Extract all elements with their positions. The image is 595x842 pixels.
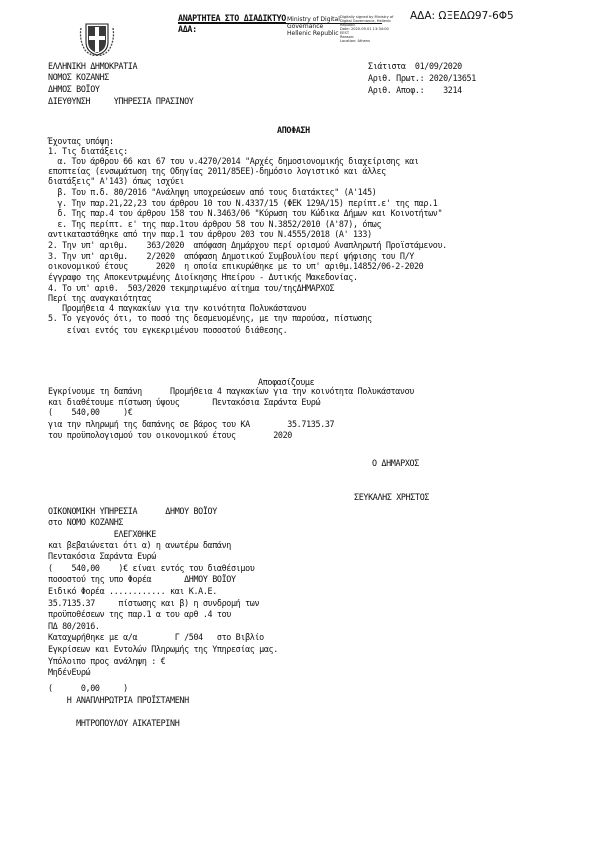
finance-line: ΜηδένΕυρώ [48,667,91,677]
finance-line: 35.7135.37 πίστωσης και β) η συνδρομή των [48,598,260,608]
signature-detail: Location: Athens [340,39,370,43]
finance-checked: ΕΛΕΓΧΘΗΚΕ [48,529,156,539]
decide-line: για την πληρωμή της δαπάνης σε βάρος του ΚΑ 35.7135.37 [48,419,335,429]
signature-line: Hellenic Republic [287,30,339,37]
body-line: διατάξεις" Α'143) όπως ισχύει [48,176,185,186]
anartitea-header: ΑΝΑΡΤΗΤΕΑ ΣΤΟ ΔΙΑΔΙΚΤΥΟ [178,13,286,23]
authority-line: ΔΗΜΟΣ ΒΟΪΟΥ [48,84,100,94]
finance-line: Εγκρίσεων και Εντολών Πληρωμής της Υπηρεσίας μας. [48,644,278,654]
mayor-title: Ο ΔΗΜΑΡΧΟΣ [372,458,419,468]
finance-line: Ειδικό Φορέα ............ και Κ.Α.Ε. [48,586,217,596]
ada-label: ΑΔΑ: [178,24,197,34]
decide-line: ( 540,00 )€ [48,407,133,417]
body-line: ε. Της περίπτ. ε' της παρ.1του άρθρου 58 του Ν.3852/2010 (Α'87), όπως [48,219,382,229]
finance-line: προϋποθέσεων της παρ.1 α του αρθ .4 του [48,609,231,619]
signature-detail: Digitally signed by Ministry of [340,15,394,19]
finance-line: ΟΙΚΟΝΟΜΙΚΗ ΥΠΗΡΕΣΙΑ ΔΗΜΟΥ ΒΟΪΟΥ [48,506,217,516]
body-line: 1. Τις διατάξεις: [48,146,128,156]
decide-title: Αποφασίζουμε [258,377,315,387]
authority-line: ΕΛΛΗΝΙΚΗ ΔΗΜΟΚΡΑΤΙΑ [48,61,138,71]
body-line: Περί της αναγκαιότητας [48,293,152,303]
greek-coat-of-arms-emblem [79,22,115,56]
body-line: αντικαταστάθηκε από την παρ.1 του άρθρου 203 του Ν.4555/2018 (Α' 133) [48,229,372,239]
body-line: έγγραφο της Αποκεντρωμένης Διοίκησης Ηπείρου - Δυτικής Μακεδονίας. [48,272,358,282]
body-line: 2. Την υπ' αριθμ. 363/2020 απόφαση Δημάρχου περί ορισμού Αναπληρωτή Προϊστάμενου. [48,240,447,250]
authority-line: ΝΟΜΟΣ ΚΟΖΑΝΗΣ [48,72,109,82]
body-line: είναι εντός του εγκεκριμένου ποσοστού διάθεσης. [48,325,288,335]
body-line: δ. Της παρ.4 του άρθρου 158 του Ν.3463/06 "Κύρωση του Κώδικα Δήμων και Κοινοτήτων" [48,208,443,218]
signature-line: Governance [287,23,324,30]
protocol-number: Αριθ. Πρωτ.: 2020/13651 [368,73,476,83]
body-line: β. Του π.δ. 80/2016 "Ανάληψη υποχρεώσεων από τους διατάκτες" (Α'145) [48,187,377,197]
finance-line: ( 0,00 ) [48,683,128,693]
body-line: οικονομικού έτους 2020 η οποία επικυρώθηκε με το υπ' αριθμ.14852/06-2-2020 [48,261,424,271]
date-line: Σιάτιστα 01/09/2020 [368,61,462,71]
finance-line: Πεντακόσια Σαράντα Ευρώ [48,551,156,561]
decide-line: και διαθέτουμε πίστωση ύψους Πεντακόσια Σαράντα Ευρώ [48,397,321,407]
finance-line: ποσοστού της υπο Φορέα ΔΗΜΟΥ ΒΟΪΟΥ [48,574,236,584]
deputy-head-title: Η ΑΝΑΠΛΗΡΩΤΡΙΑ ΠΡΟΪΣΤΑΜΕΝΗ [48,695,189,705]
finance-line: Υπόλοιπο προς ανάληψη : € [48,656,166,666]
signature-line: Ministry of Digital [287,16,340,23]
body-line: 3. Την υπ' αριθμ. 2/2020 απόφαση Δημοτικού Συμβουλίου περί ψήφισης του Π/Υ [48,251,414,261]
decision-number: Αριθ. Αποφ.: 3214 [368,85,462,95]
authority-line: ΔΙΕΥΘΥΝΣΗ ΥΠΗΡΕΣΙΑ ΠΡΑΣΙΝΟΥ [48,96,194,106]
body-line: Έχοντας υπόψη: [48,136,114,146]
signature-detail: Republic [340,23,356,27]
finance-line: Καταχωρήθηκε με α/α Γ /504 στο Βιβλίο [48,632,264,642]
decide-line: Εγκρίνουμε τη δαπάνη Προμήθεια 4 παγκακίων για την κοινότητα Πολυκάστανου [48,386,414,396]
signature-detail: Digital Governance, Hellenic [340,19,392,23]
signature-detail: Reason: [340,35,355,39]
deputy-head-name: ΜΗΤΡΟΠΟΥΛΟΥ ΑΙΚΑΤΕΡΙΝΗ [48,718,180,728]
body-line: 5. Το γεγονός ότι, το ποσό της δεσμευομένης, με την παρούσα, πίστωσης [48,313,372,323]
body-line: 4. Το υπ' αριθ. 503/2020 τεκμηριωμένο αίτημα του/τηςΔΗΜΑΡΧΟΣ [48,283,335,293]
body-line: γ. Την παρ.21,22,23 του άρθρου 10 του Ν.4337/15 (ΦΕΚ 129Α/15) περίπτ.ε' της παρ.1 [48,198,438,208]
ada-code: ΑΔΑ: ΩΞΕΔΩ97-6Φ5 [410,10,514,22]
finance-line: και βεβαιώνεται ότι α) η ανωτέρω δαπάνη [48,540,231,550]
signature-detail: EEST [340,31,350,35]
decide-line: του προϋπολογισμού του οικονομικού έτους 2020 [48,430,292,440]
mayor-name: ΣΕΥΚΑΛΗΣ ΧΡΗΣΤΟΣ [354,492,430,502]
finance-line: ( 540,00 )€ είναι εντός του διαθέσιμου [48,563,255,573]
body-line: Προμήθεια 4 παγκακίων για την κοινότητα Πολυκάστανου [48,303,307,313]
signature-detail: Date: 2020.09.01 13:34:00 [340,27,389,31]
body-line: εποπτείας (ενσωμάτωση της Οδηγίας 2011/85ΕΕ)-δημόσιο λογιστικό και άλλες [48,166,386,176]
finance-line: ΠΔ 80/2016. [48,621,100,631]
finance-line: στο ΝΟΜΟ ΚΟΖΑΝΗΣ [48,517,124,527]
decision-title: ΑΠΟΦΑΣΗ [277,125,310,135]
body-line: α. Του άρθρου 66 και 67 του ν.4270/2014 "Αρχές δημοσιονομικής διαχείρισης και [48,156,419,166]
